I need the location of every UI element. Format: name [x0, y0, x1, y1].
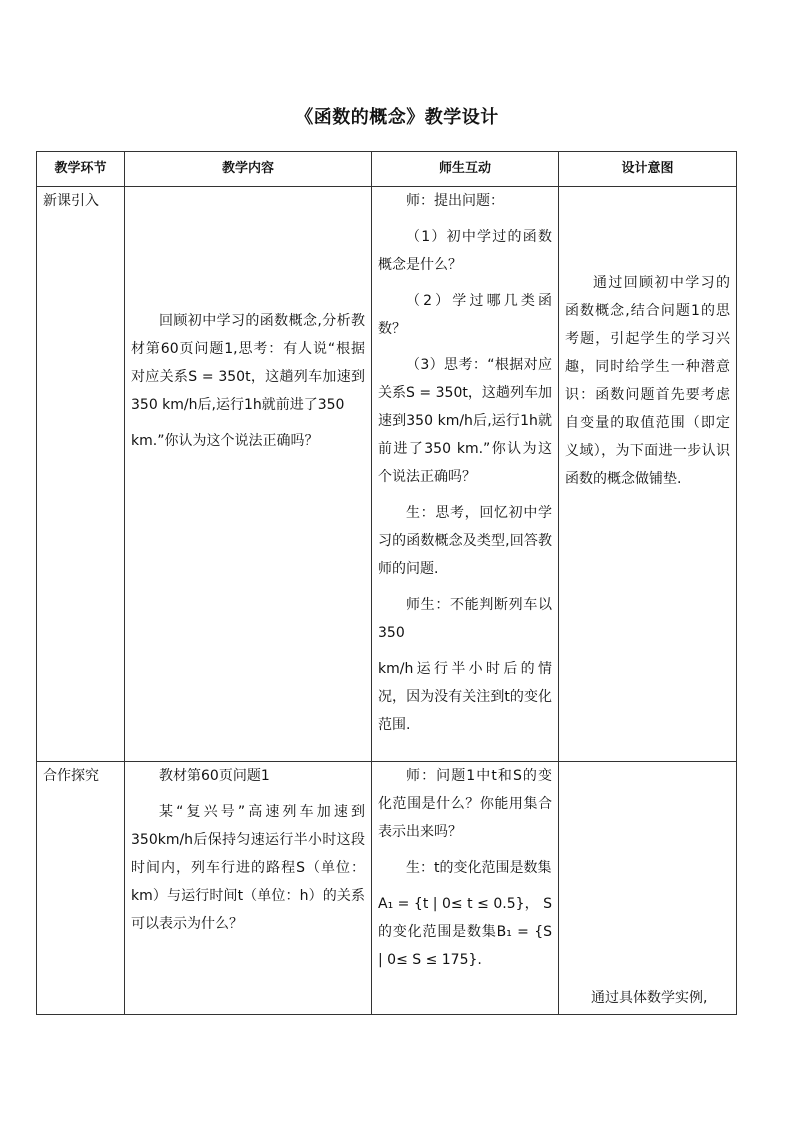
header-intent: 设计意图	[559, 152, 737, 187]
stage-cell: 合作探究	[37, 762, 125, 1015]
table-row	[37, 762, 737, 1015]
interaction-paragraph: 生：思考，回忆初中学习的函数概念及类型,回答教师的问题.	[378, 505, 552, 577]
interaction-paragraph: （3）思考：“根据对应关系S = 350t，这趟列车加速到350 km/h后,运行1h就前进了350 km.”你认为这个说法正确吗？	[378, 357, 552, 485]
lesson-plan-table	[36, 151, 737, 1015]
intent-cell	[559, 762, 737, 1015]
page-title: 《函数的概念》教学设计	[295, 107, 499, 128]
interaction-paragraph: A₁ = {t | 0≤ t ≤ 0.5}， S的变化范围是数集B₁ = {S | 0≤ S ≤ 175}.	[378, 896, 552, 968]
header-stage: 教学环节	[37, 152, 125, 187]
header-content: 教学内容	[125, 152, 372, 187]
content-paragraph: 教材第60页问题1	[159, 768, 270, 784]
table-row	[37, 187, 737, 762]
intent-paragraph: 通过回顾初中学习的函数概念,结合问题1的思考题，引起学生的学习兴趣，同时给学生一种潜意识：函数问题首先要考虑自变量的取值范围（即定义域），为下面进一步认识函数的概念做铺垫.	[565, 275, 730, 487]
content-paragraph: km.”你认为这个说法正确吗？	[131, 433, 319, 449]
content-paragraph: 某“复兴号”高速列车加速到350km/h后保持匀速运行半小时这段时间内，列车行进的路程S（单位：km）与运行时间t（单位：h）的关系可以表示为什么？	[131, 804, 365, 932]
interaction-paragraph: 师生：不能判断列车以350	[378, 597, 552, 641]
interaction-paragraph: （2）学过哪几类函数？	[378, 293, 552, 337]
content-cell	[125, 762, 372, 1015]
interaction-paragraph: （1）初中学过的函数概念是什么？	[378, 229, 552, 273]
interaction-cell	[372, 187, 559, 762]
table-header-row	[37, 152, 737, 187]
intent-cell	[559, 187, 737, 762]
intent-paragraph: 通过具体数学实例,	[591, 990, 708, 1006]
interaction-paragraph: 师：问题1中t和S的变化范围是什么？你能用集合表示出来吗？	[378, 768, 552, 840]
header-interaction: 师生互动	[372, 152, 559, 187]
content-paragraph: 回顾初中学习的函数概念,分析教材第60页问题1,思考：有人说“根据对应关系S = 350t，这趟列车加速到350 km/h后,运行1h就前进了350	[131, 313, 365, 413]
interaction-paragraph: km/h运行半小时后的情况，因为没有关注到t的变化范围.	[378, 661, 552, 733]
stage-cell: 新课引入	[37, 187, 125, 762]
interaction-cell	[372, 762, 559, 1015]
content-cell	[125, 187, 372, 762]
interaction-paragraph: 生：t的变化范围是数集	[406, 860, 552, 876]
interaction-paragraph: 师：提出问题：	[406, 193, 504, 209]
